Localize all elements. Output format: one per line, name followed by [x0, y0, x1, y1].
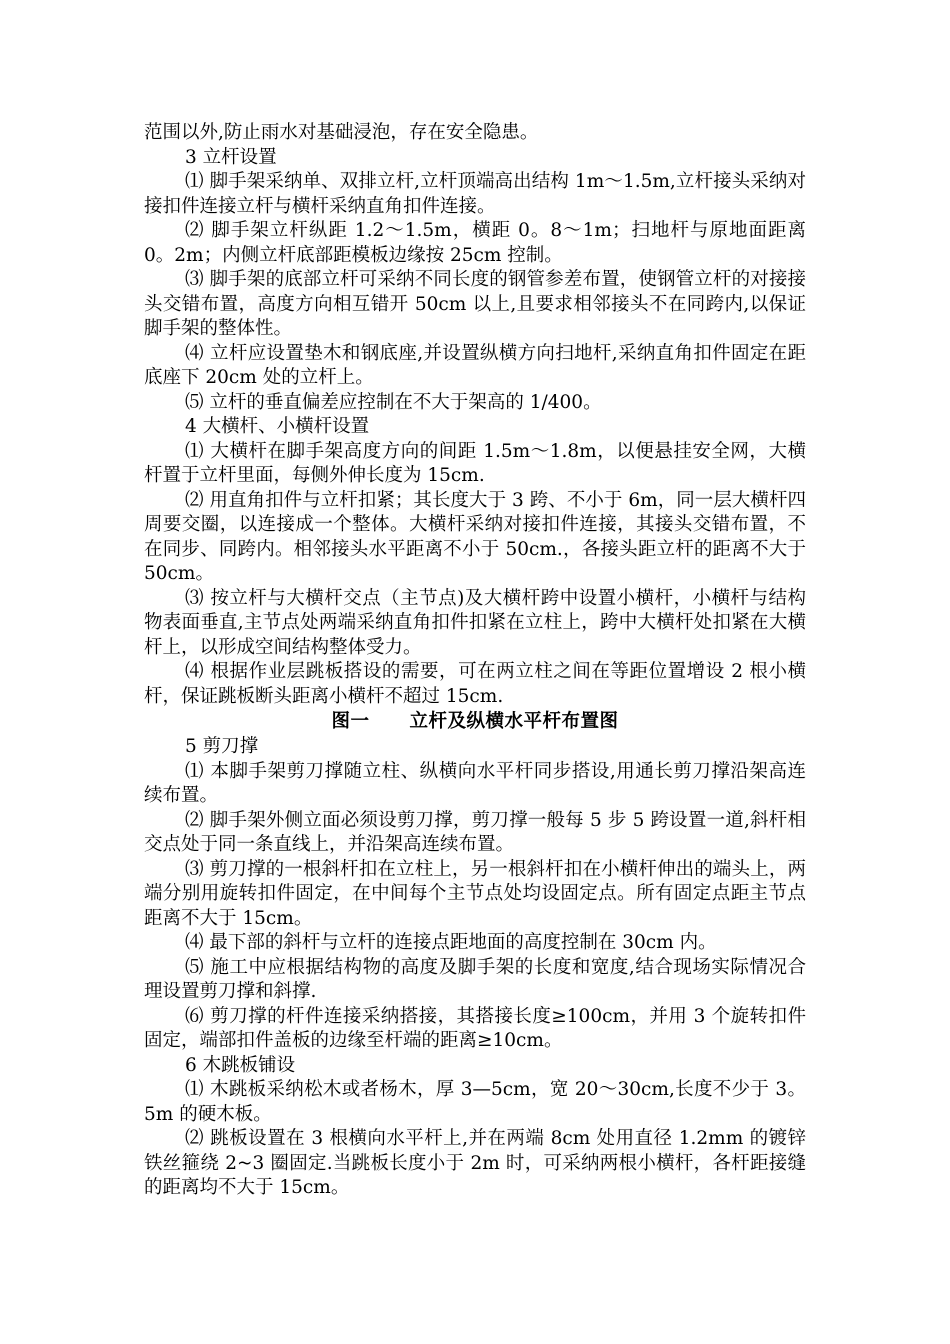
document-page [144, 121, 806, 1201]
section-3-item: ⑴ 脚手架采纳单、双排立杆,立杆顶端高出结构 1m～1.5m,立杆接头采纳对接扣件连接立杆与横杆采纳直角扣件连接。 [144, 171, 806, 217]
section-3-heading: 3 立杆设置 [185, 146, 277, 168]
section-5-item: ⑶ 剪刀撑的一根斜杆扣在立柱上，另一根斜杆扣在小横杆伸出的端头上，两端分别用旋转扣件固定，在中间每个主节点处均设固定点。所有固定点距主节点距离不大于 15cm。 [144, 858, 806, 929]
intro-paragraph: 范围以外,防止雨水对基础浸泡，存在安全隐患。 [144, 122, 539, 143]
section-4-item: ⑵ 用直角扣件与立杆扣紧；其长度大于 3 跨、不小于 6m，同一层大横杆四周要交圈，以连接成一个整体。大横杆采纳对接扣件连接，其接头交错布置，不在同步、同跨内。相邻接头水平距离不小于 50cm.，各接头距立杆的距离不大于 50cm。 [144, 489, 806, 584]
section-6-item: ⑵ 跳板设置在 3 根横向水平杆上,并在两端 8cm 处用直径 1.2mm 的镀锌铁丝箍绕 2~3 圈固定.当跳板长度小于 2m 时，可采纳两根小横杆，各杆距接缝的距离均不大于 15cm。 [144, 1128, 806, 1198]
section-3-item: ⑸ 立杆的垂直偏差应控制在不大于架高的 1/400。 [185, 391, 602, 413]
section-4-item: ⑶ 按立杆与大横杆交点（主节点)及大横杆跨中设置小横杆，小横杆与结构物表面垂直,主节点处两端采纳直角扣件扣紧在立柱上，跨中大横杆处扣紧在大横杆上，以形成空间结构整体受力。 [144, 587, 806, 658]
section-5-item: ⑷ 最下部的斜杆与立杆的连接点距地面的高度控制在 30cm 内。 [185, 932, 717, 953]
section-5-item: ⑵ 脚手架外侧立面必须设剪刀撑，剪刀撑一般每 5 步 5 跨设置一道,斜杆相交点处于同一条直线上，并沿架高连续布置。 [144, 809, 806, 855]
section-5-item: ⑸ 施工中应根据结构物的高度及脚手架的长度和宽度,结合现场实际情况合理设置剪刀撑和斜撑. [144, 956, 806, 1002]
section-4-heading: 4 大横杆、小横杆设置 [185, 416, 370, 437]
section-4-item: ⑷ 根据作业层跳板搭设的需要，可在两立柱之间在等距位置增设 2 根小横杆，保证跳板断头距离小横杆不超过 15cm. [144, 661, 806, 707]
section-3-item: ⑶ 脚手架的底部立杆可采纳不同长度的钢管参差布置，使钢管立杆的对接接头交错布置，高度方向相互错开 50cm 以上,且要求相邻接头不在同跨内,以保证脚手架的整体性。 [144, 269, 806, 339]
figure-caption [144, 709, 806, 735]
section-6-heading: 6 木跳板铺设 [185, 1054, 296, 1076]
section-5-item: ⑹ 剪刀撑的杆件连接采纳搭接，其搭接长度≥100cm，并用 3 个旋转扣件固定，端部扣件盖板的边缘至杆端的距离≥10cm。 [144, 1005, 806, 1051]
section-6-item: ⑴ 木跳板采纳松木或者杨木，厚 3—5cm，宽 20～30cm,长度不少于 3。5m 的硬木板。 [144, 1079, 806, 1125]
section-5-heading: 5 剪刀撑 [185, 736, 259, 757]
section-5-item: ⑴ 本脚手架剪刀撑随立柱、纵横向水平杆同步搭设,用通长剪刀撑沿架高连续布置。 [144, 760, 806, 806]
figure-title: 立杆及纵横水平杆布置图 [409, 711, 619, 732]
section-4-item: ⑴ 大横杆在脚手架高度方向的间距 1.5m～1.8m，以便悬挂安全网，大横杆置于立杆里面，每侧外伸长度为 15cm. [144, 440, 806, 486]
section-3-item: ⑵ 脚手架立杆纵距 1.2～1.5m，横距 0。8～1m；扫地杆与原地面距离 0。2m；内侧立杆底部距模板边缘按 25cm 控制。 [144, 220, 806, 266]
figure-number: 图一 [331, 711, 370, 732]
section-3-item: ⑷ 立杆应设置垫木和钢底座,并设置纵横方向扫地杆,采纳直角扣件固定在距底座下 20cm 处的立杆上。 [144, 342, 806, 388]
